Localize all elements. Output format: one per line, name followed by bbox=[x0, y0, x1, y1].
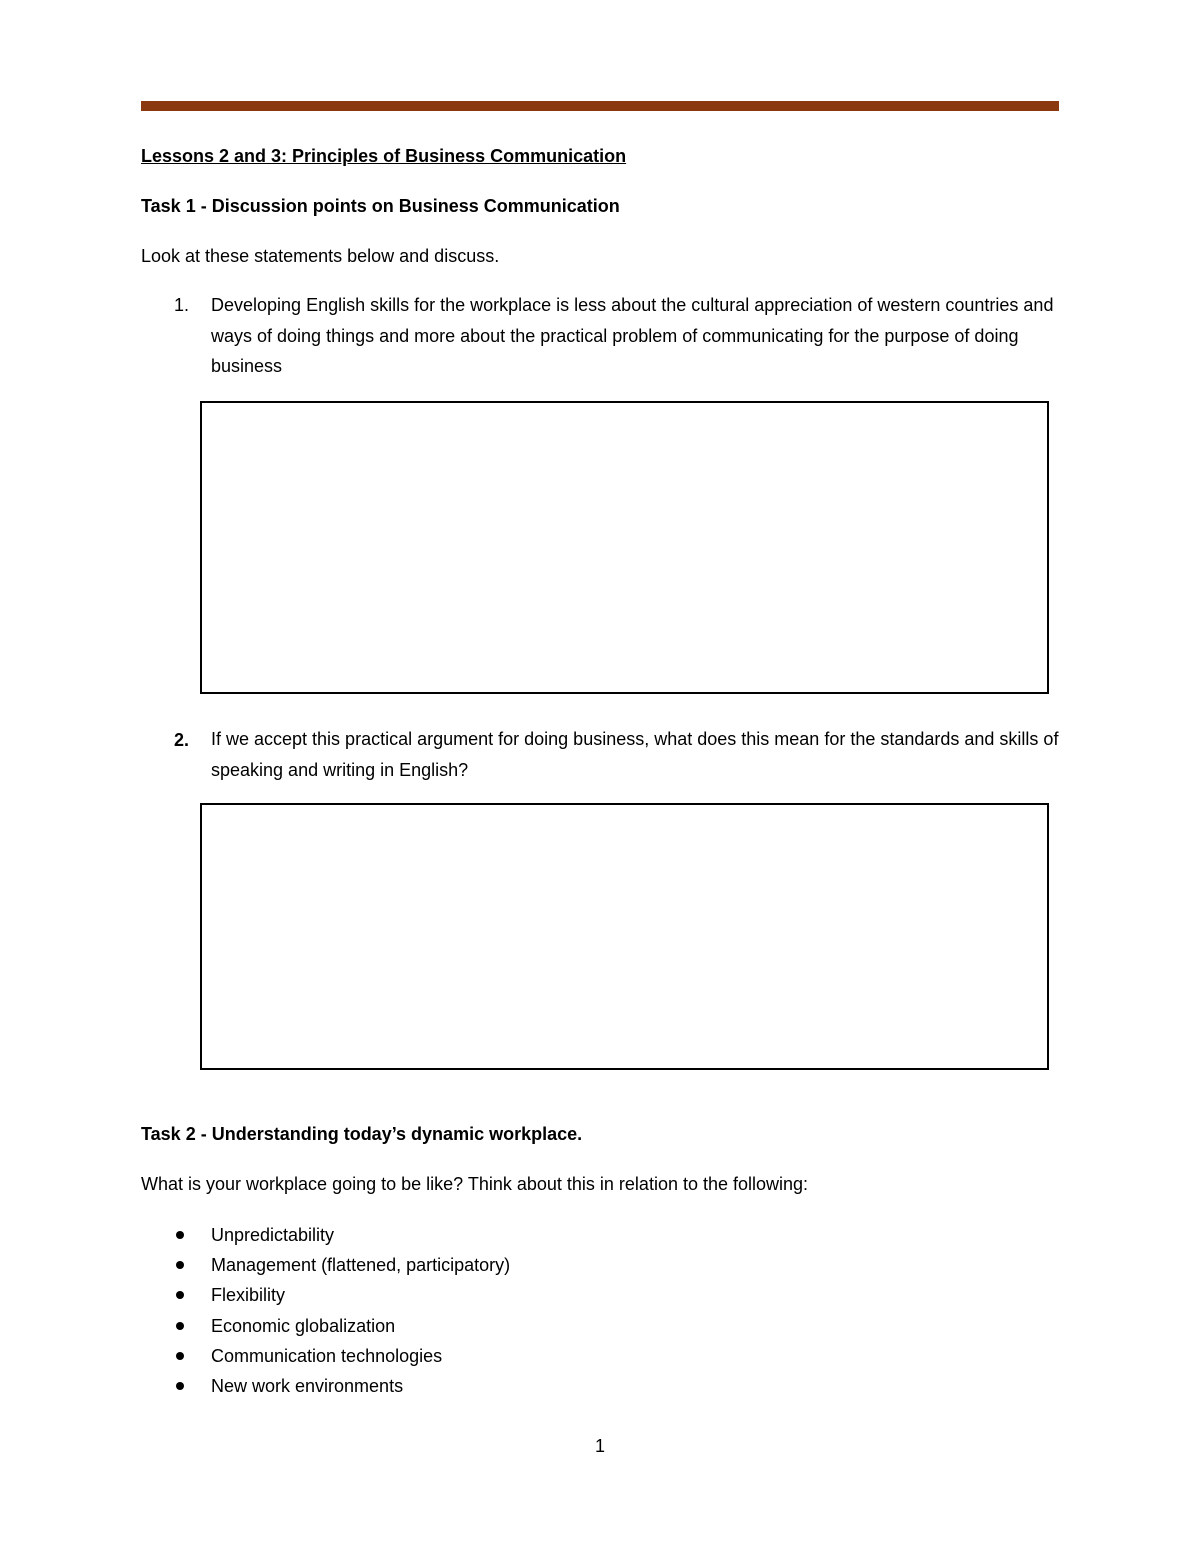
item1-text: Developing English skills for the workplace is less about the cultural appreciation of western countries and ways of doing things and more about the practical problem of communicating for the purpose of doing business bbox=[211, 295, 1054, 376]
bullet-text: Unpredictability bbox=[211, 1225, 335, 1245]
bullet-dot-icon bbox=[176, 1382, 184, 1390]
bullet-text: New work environments bbox=[211, 1375, 404, 1396]
answer-box-1[interactable] bbox=[200, 401, 1049, 694]
task1-instruction: Look at these statements below and discuss. bbox=[141, 246, 500, 266]
task2-heading: Task 2 - Understanding today’s dynamic workplace. bbox=[141, 1124, 583, 1144]
answer-box-2[interactable] bbox=[200, 803, 1049, 1070]
bullet-text: Economic globalization bbox=[211, 1315, 396, 1336]
bullet-text: Management (flattened, participatory) bbox=[211, 1255, 511, 1276]
bullet-dot-icon bbox=[176, 1231, 184, 1239]
bullet-dot-icon bbox=[176, 1261, 184, 1269]
item2-text: If we accept this practical argument for doing business, what does this mean for the standards and skills of speaking and writing in English? bbox=[211, 729, 1059, 780]
task1-heading: Task 1 - Discussion points on Business Communication bbox=[141, 196, 620, 216]
item2-number: 2. bbox=[174, 730, 190, 750]
bullet-dot-icon bbox=[176, 1291, 184, 1299]
bullet-text: Communication technologies bbox=[211, 1345, 443, 1366]
page-number: 1 bbox=[594, 1436, 605, 1456]
bullet-text: Flexibility bbox=[211, 1285, 286, 1306]
bullet-dot-icon bbox=[176, 1322, 184, 1330]
document-title: Lessons 2 and 3: Principles of Business Communication bbox=[141, 146, 627, 166]
task2-question: What is your workplace going to be like? Think about this in relation to the following: bbox=[141, 1174, 809, 1194]
item1-number: 1. bbox=[174, 295, 190, 315]
header-rule bbox=[141, 101, 1059, 111]
bullet-dot-icon bbox=[176, 1352, 184, 1360]
